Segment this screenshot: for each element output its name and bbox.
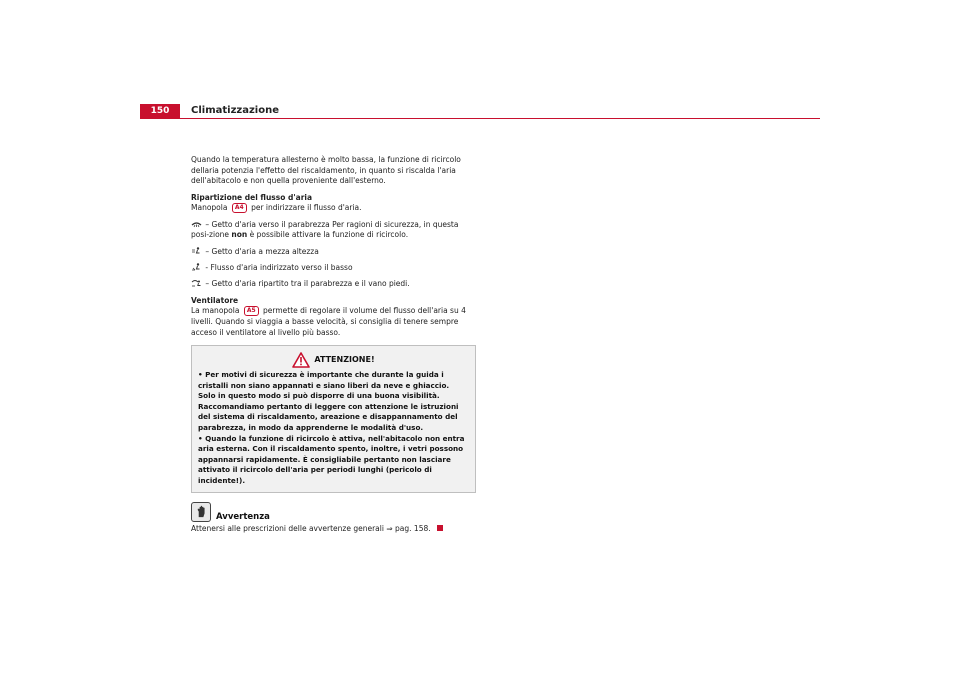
intro-paragraph: Quando la temperatura allesterno è molto bassa, la funzione di ricircolo dellaria potenzia l'effetto del riscaldamento, in quanto si riscalda l'aria dell'abitacolo e non quella proveniente dall'esterno. (191, 155, 461, 186)
reference-arrow-icon: ⇒ (386, 523, 393, 533)
fan-text-a: La manopola (191, 306, 240, 316)
knob-text-b: per indirizzare il flusso d'aria. (251, 203, 362, 213)
airflow-item-windshield-footwell (191, 279, 476, 290)
fan-badge-a5: A5 (244, 306, 259, 316)
page-title: Climatizzazione (191, 105, 279, 116)
fan-paragraph (191, 306, 476, 338)
windshield-air-icon (191, 220, 202, 228)
knob-text-a: Manopola (191, 203, 228, 213)
warning-bullet-1-text: Per motivi di sicurezza è importante che durante la guida i cristalli non siano appannati e siano liberi da neve e ghiaccio. Solo in questo modo si può disporre di una buona visibilità. Raccomandiamo pertanto di leggere con attenzione le istruzioni del sistema di riscaldamento, areazione e disappannamento del parabrezza, in modo da apprenderne le modalità d'uso. (198, 370, 459, 433)
warning-box (191, 345, 476, 493)
bullet-icon: • (198, 433, 203, 443)
windshield-footwell-air-icon (191, 279, 202, 287)
note-header (191, 502, 476, 522)
warning-bullet-2 (198, 434, 469, 487)
section-heading-airflow: Ripartizione del flusso d'aria (191, 192, 313, 202)
header-rule (140, 118, 820, 119)
knob-badge-a4: A4 (232, 203, 247, 213)
airflow-item-windshield-text-a: – Getto d'aria verso il parabrezza Per ragioni di sicurezza, in questa posi-zione (191, 219, 459, 240)
section-end-mark (437, 525, 443, 531)
airflow-item-windshield-footwell-text: – Getto d'aria ripartito tra il parabrezza e il vano piedi. (205, 279, 410, 289)
note-text-a: Attenersi alle prescrizioni delle avvertenze generali (191, 523, 384, 533)
note-page-link[interactable]: pag. 158. (395, 523, 431, 533)
airflow-item-windshield-text-b: è possibile attivare la funzione di ricircolo. (249, 230, 409, 240)
bullet-icon: • (198, 370, 203, 380)
warning-text (198, 370, 469, 487)
airflow-item-mid (191, 247, 476, 258)
warning-bullet-2-text: Quando la funzione di ricircolo è attiva, nell'abitacolo non entra aria esterna. Con il riscaldamento spento, inoltre, i vetri possono appannarsi rapidamente. È consigliabile pertanto non lasciare attivato il ricircolo dell'aria per periodi lunghi (pericolo di incidente!). (198, 433, 465, 486)
warning-title: ATTENZIONE! (314, 354, 375, 364)
main-content (191, 155, 476, 540)
mid-height-air-icon (191, 247, 202, 255)
fan-text-b: permette di regolare il volume del flusso dell'aria su 4 livelli. Quando si viaggia a basse velocità, si consiglia di tenere sempre acceso il ventilatore al livello più basso. (191, 306, 466, 337)
warning-bullet-1 (198, 370, 469, 434)
warning-triangle-icon (292, 352, 310, 368)
airflow-item-mid-text: – Getto d'aria a mezza altezza (205, 246, 319, 256)
airflow-item-windshield-bold: non (231, 230, 248, 240)
airflow-item-footwell-text: - Flusso d'aria indirizzato verso il basso (205, 262, 353, 272)
airflow-item-windshield (191, 220, 476, 241)
note-title: Avvertenza (216, 511, 270, 522)
page-number: 150 (140, 104, 180, 118)
note-paragraph (191, 524, 476, 535)
knob-paragraph (191, 203, 476, 214)
note-hand-icon (191, 502, 211, 522)
section-heading-fan: Ventilatore (191, 295, 239, 305)
airflow-item-footwell (191, 263, 476, 274)
warning-header (198, 350, 469, 370)
footwell-air-icon (191, 263, 202, 271)
